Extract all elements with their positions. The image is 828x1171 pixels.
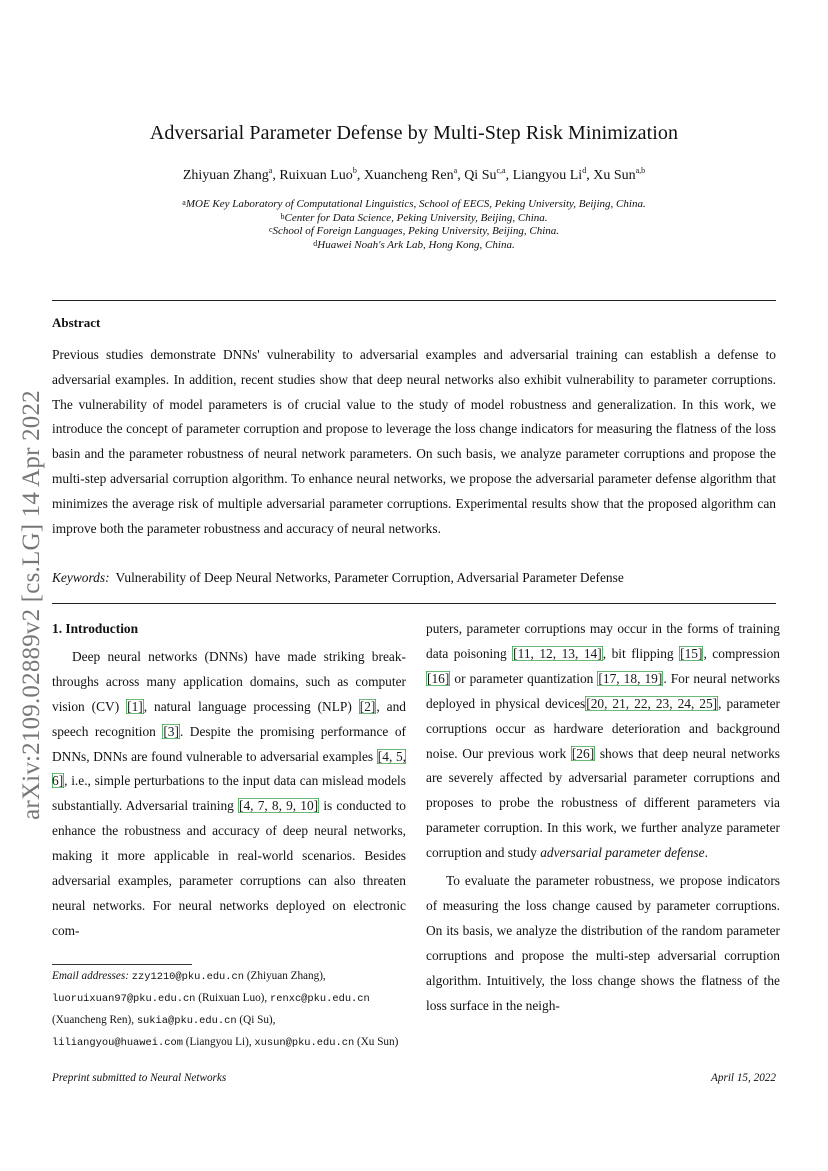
left-column [52,617,406,944]
author-name: Zhiyuan Zhang [182,168,269,183]
body-text: , parameter corruptions occur as hardware deterioration and background noise. Our previous work [426,695,781,761]
body-text: (Xuancheng Ren), [52,1014,137,1026]
author-name: Qi Su [464,168,497,183]
intro-paragraph-2 [426,869,780,1018]
body-text: (Zhiyuan Zhang), [244,970,326,982]
body-text: puters, parameter corruptions may occur in the forms of training data poisoning [426,621,780,661]
author-list: Zhiyuan Zhang$^a$, Ruixuan Luo$^b$, Xuancheng Ren$^a$, Qi Su$^{c,a}$, Liangyou Li$^d$, Xu Sun$^{a,b}$ [182,166,646,183]
abstract-heading: Abstract [52,315,101,330]
author-name: Xuancheng Ren [363,168,454,183]
email-link[interactable]: xusun@pku.edu.cn [254,1037,355,1049]
body-text: To evaluate the parameter robustness, we propose indicators of measuring the loss change caused by parameter corruptions. On its basis, we analyze the distribution of the random parameter corruptions and propose the multi-step adversarial corruption algorithm. Intuitively, the loss change shows the flatness of the loss surface in the neigh- [426,873,780,1013]
email-link[interactable]: renxc@pku.edu.cn [270,993,370,1005]
citation-link[interactable]: [20, 21, 22, 23, 24, 25] [586,695,718,711]
author-affil-mark: c,a [496,166,506,175]
body-text: (Liangyou Li), [182,1036,255,1048]
citation-link[interactable]: [3] [163,723,179,739]
email-link[interactable]: luoruixuan97@pku.edu.cn [52,993,196,1005]
affiliation [52,198,776,212]
emphasis-text: adversarial parameter defense [540,845,705,861]
author-name: Liangyou Li [512,168,583,183]
body-text: (Ruixuan Luo), [195,992,270,1004]
affiliation [52,225,776,239]
citation-link[interactable]: [4, 5, 6] [52,748,406,789]
intro-paragraph-1-cont [426,617,780,866]
affiliation-text: School of Foreign Languages, Peking University, Beijing, China. [272,225,560,237]
body-text: (Qi Su), [236,1014,276,1026]
footnote-rule [52,964,192,965]
keywords-label: Keywords: [52,570,110,585]
body-text: . Despite the promising performance of DNNs, DNNs are found vulnerable to adversarial examples [52,723,406,764]
author-name: Ruixuan Luo [279,168,353,183]
email-link[interactable]: sukia@pku.edu.cn [136,1015,237,1027]
arxiv-stamp [12,360,52,850]
keywords-text: Vulnerability of Deep Neural Networks, Parameter Corruption, Adversarial Parameter Defense [115,570,624,585]
affiliation-mark: d [313,238,318,248]
citation-link[interactable]: [26] [571,745,595,761]
author-affil-mark: a,b [635,166,646,175]
emphasis-text: Email addresses: [52,970,132,982]
citation-link[interactable]: [17, 18, 19] [598,670,663,686]
top-rule [52,300,776,301]
body-text: . [704,845,708,861]
body-text: , natural language processing (NLP) [143,698,359,714]
body-text: is conducted to enhance the robustness and accuracy of deep neural networks, making it more applicable in real-world scenarios. Besides adversarial examples, parameter corruptions can also threaten neural networks. For neural networks deployed on electronic com- [52,798,407,938]
author-affil-mark: a [453,166,458,175]
affiliation-text: MOE Key Laboratory of Computational Linguistics, School of EECS, Peking University, Beijing, China. [185,198,646,210]
arxiv-id: arXiv:2109.02889v2 [cs.LG] 14 Apr 2022 [18,390,45,820]
author-affil-mark: a [268,166,273,175]
affiliation-text: Center for Data Science, Peking University, Beijing, China. [284,211,548,224]
body-text: shows that deep neural networks are severely affected by adversarial parameter corruptions and proposes to probe the robustness of different parameters via parameter corruption. In this work, we further analyze parameter corruption and study [426,745,780,861]
affiliation-list [52,198,776,252]
author-affil-mark: d [582,166,587,175]
paper-title: Adversarial Parameter Defense by Multi-Step Risk Minimization [149,122,679,144]
body-text: Deep neural networks (DNNs) have made striking break-throughs across many application domains, such as computer vision (CV) [52,648,406,714]
citation-link[interactable]: [15] [680,645,703,661]
body-text: , and speech recognition [52,698,406,739]
affiliation-mark: a [182,198,186,207]
citation-link[interactable]: [4, 7, 8, 9, 10] [239,798,319,814]
footer-date: April 15, 2022 [711,1072,776,1084]
intro-paragraph-1 [52,645,406,944]
keywords [52,570,776,586]
abstract-text: Previous studies demonstrate DNNs' vulnerability to adversarial examples and adversarial training can establish a defense to adversarial examples. In addition, recent studies show that deep neural networks also exhibit vulnerability to parameter corruptions. The vulnerability of model parameters is of crucial value to the study of model robustness and generalization. In this work, we introduce the concept of parameter corruption and propose to leverage the loss change indicators for measuring the flatness of the loss basin and the parameter robustness of neural network parameters. On such basis, we analyze parameter corruptions and propose the multi-step adversarial corruption algorithm. To enhance neural networks, we propose the adversarial parameter defense algorithm that minimizes the average risk of multiple adversarial parameter corruptions. Experimental results show that the proposed algorithm can improve both the parameter robustness and accuracy of neural networks. [52,347,776,536]
author-name: Xu Sun [593,168,636,183]
body-text: . For neural networks deployed in physical devices [426,670,780,711]
author-affil-mark: b [352,166,357,175]
citation-link[interactable]: [2] [359,698,376,714]
footer-venue: Preprint submitted to Neural Networks [52,1072,227,1084]
body-text: , compression [703,645,780,661]
citation-link[interactable]: [16] [427,670,450,686]
affiliation-mark: b [280,211,285,221]
affiliation-text: Huawei Noah's Ark Lab, Hong Kong, China. [317,238,515,251]
abstract-bottom-rule [52,603,776,604]
body-text: (Xu Sun) [354,1036,399,1048]
footnote-emails [52,966,406,1054]
body-text: , i.e., simple perturbations to the input data can mislead models substantially. Adversarial training [52,773,406,814]
affiliation [52,239,776,253]
citation-link[interactable]: [1] [127,698,143,714]
body-text: , bit flipping [602,645,680,661]
email-link[interactable]: zzy1210@pku.edu.cn [131,971,245,983]
affiliation [52,212,776,226]
body-text: or parameter quantization [450,670,598,686]
section-heading-introduction: 1. Introduction [52,621,139,636]
citation-link[interactable]: [11, 12, 13, 14] [513,645,602,661]
affiliation-mark: c [268,225,273,234]
email-link[interactable]: liliangyou@huawei.com [52,1037,183,1049]
right-column [426,617,780,1019]
